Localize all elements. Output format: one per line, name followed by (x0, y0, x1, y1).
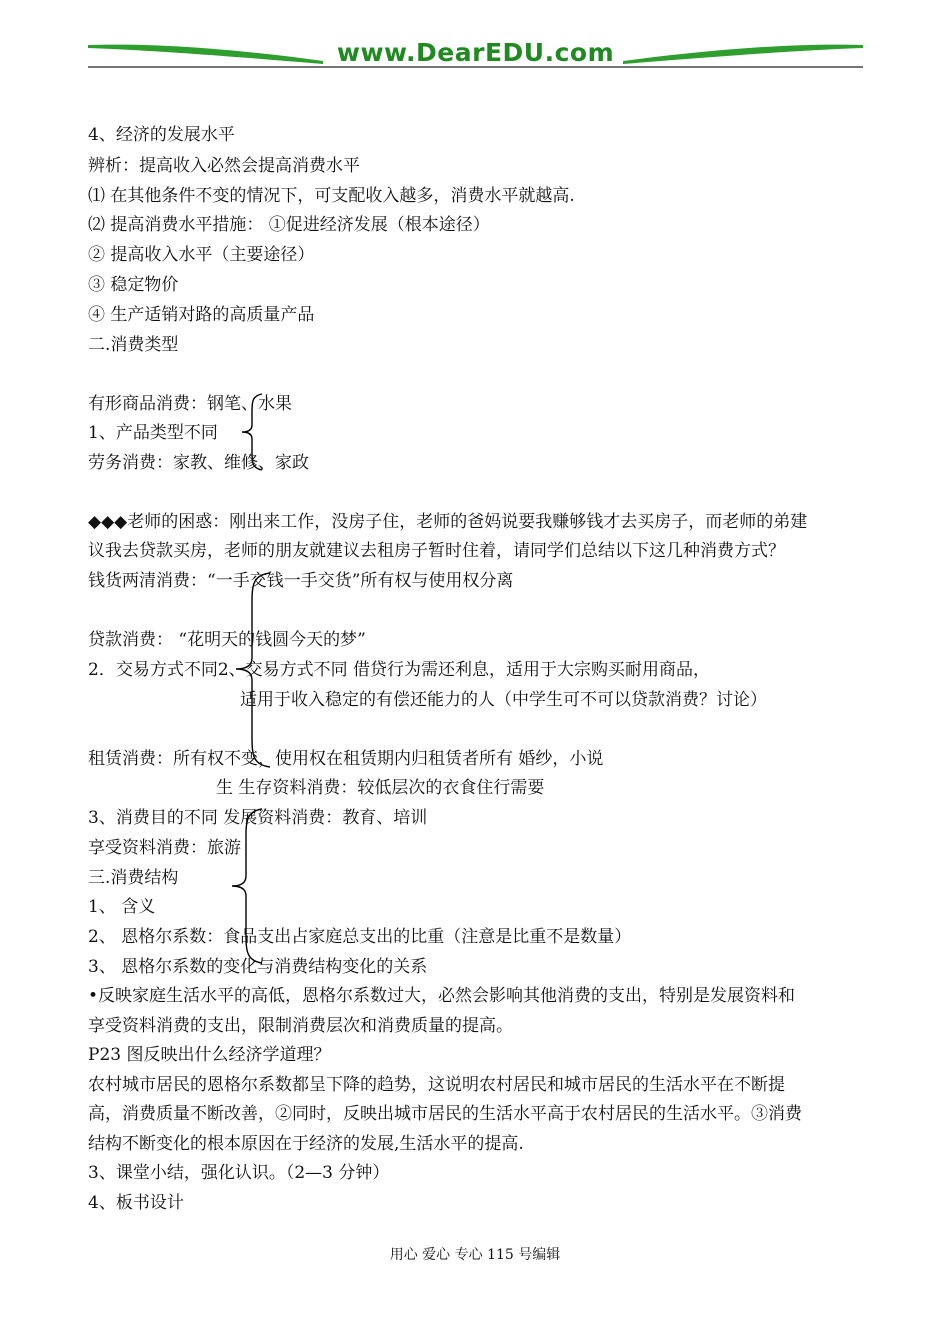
page-footer: 用心 爱心 专心 115 号编辑 (389, 1247, 561, 1263)
site-header (88, 36, 863, 72)
text-line: ⑵ 提高消费水平措施： ①促进经济发展（根本途径） (88, 215, 490, 235)
text-line: 3、 恩格尔系数的变化与消费结构变化的关系 (88, 957, 428, 977)
text-line: ③ 稳定物价 (88, 275, 179, 295)
text-line: 2、 恩格尔系数：食品支出占家庭总支出的比重（注意是比重不是数量） (88, 927, 632, 947)
text-line: 享受资料消费：旅游 (88, 838, 241, 858)
text-line: 贷款消费： “花明天的钱圆今天的梦” (88, 630, 366, 650)
text-line: 钱货两清消费：“一手交钱一手交货”所有权与使用权分离 (88, 571, 514, 591)
section-heading: 三.消费结构 (88, 868, 179, 888)
section-heading: 二.消费类型 (88, 335, 179, 355)
text-line: 租赁消费：所有权不变，使用权在租赁期内归租赁者所有 婚纱，小说 (88, 749, 604, 769)
site-logo[interactable]: www.DearEDU.com (336, 38, 615, 67)
text-line: •反映家庭生活水平的高低，恩格尔系数过大，必然会影响其他消费的支出，特别是发展资料和 (88, 986, 796, 1006)
text-line: 享受资料消费的支出，限制消费层次和消费质量的提高。 (88, 1016, 513, 1036)
text-line: 2．交易方式不同2、交易方式不同 借贷行为需还利息，适用于大宗购买耐用商品， (88, 660, 711, 680)
text-line: 高，消费质量不断改善，②同时，反映出城市居民的生活水平高于农村居民的生活水平。③消费 (88, 1104, 802, 1124)
text-line: 劳务消费：家教、维修、家政 (88, 453, 309, 473)
text-line: P23 图反映出什么经济学道理？ (88, 1045, 331, 1065)
text-line: 1、 含义 (88, 897, 156, 917)
text-line: 议我去贷款买房，老师的朋友就建议去租房子暂时住着，请同学们总结以下这几种消费方式？ (88, 541, 785, 561)
text-line: 生 生存资料消费：较低层次的衣食住行需要 (216, 778, 545, 798)
text-line: 3、课堂小结，强化认识。（2—3 分钟） (88, 1163, 390, 1183)
text-line: 1、产品类型不同 (88, 423, 218, 443)
text-line: 3、消费目的不同 发展资料消费：教育、培训 (88, 808, 428, 828)
text-line: 4、板书设计 (88, 1193, 184, 1213)
text-line: ⑴ 在其他条件不变的情况下，可支配收入越多，消费水平就越高. (88, 186, 575, 206)
text-line: 农村城市居民的恩格尔系数都呈下降的趋势，这说明农村居民和城市居民的生活水平在不断提 (88, 1075, 785, 1095)
text-line: 结构不断变化的根本原因在于经济的发展,生活水平的提高. (88, 1134, 524, 1154)
text-line: 有形商品消费：钢笔、水果 (88, 394, 292, 414)
text-line: ◆◆◆老师的困惑：刚出来工作，没房子住，老师的爸妈说要我赚够钱才去买房子，而老师的弟建 (88, 512, 808, 532)
text-line: 适用于收入稳定的有偿还能力的人（中学生可不可以贷款消费？讨论） (240, 690, 767, 710)
text-line: ② 提高收入水平（主要途径） (88, 245, 315, 265)
text-line: 4、经济的发展水平 (88, 125, 235, 145)
text-line: 辨析：提高收入必然会提高消费水平 (88, 156, 360, 176)
text-line: ④ 生产适销对路的高质量产品 (88, 305, 315, 325)
